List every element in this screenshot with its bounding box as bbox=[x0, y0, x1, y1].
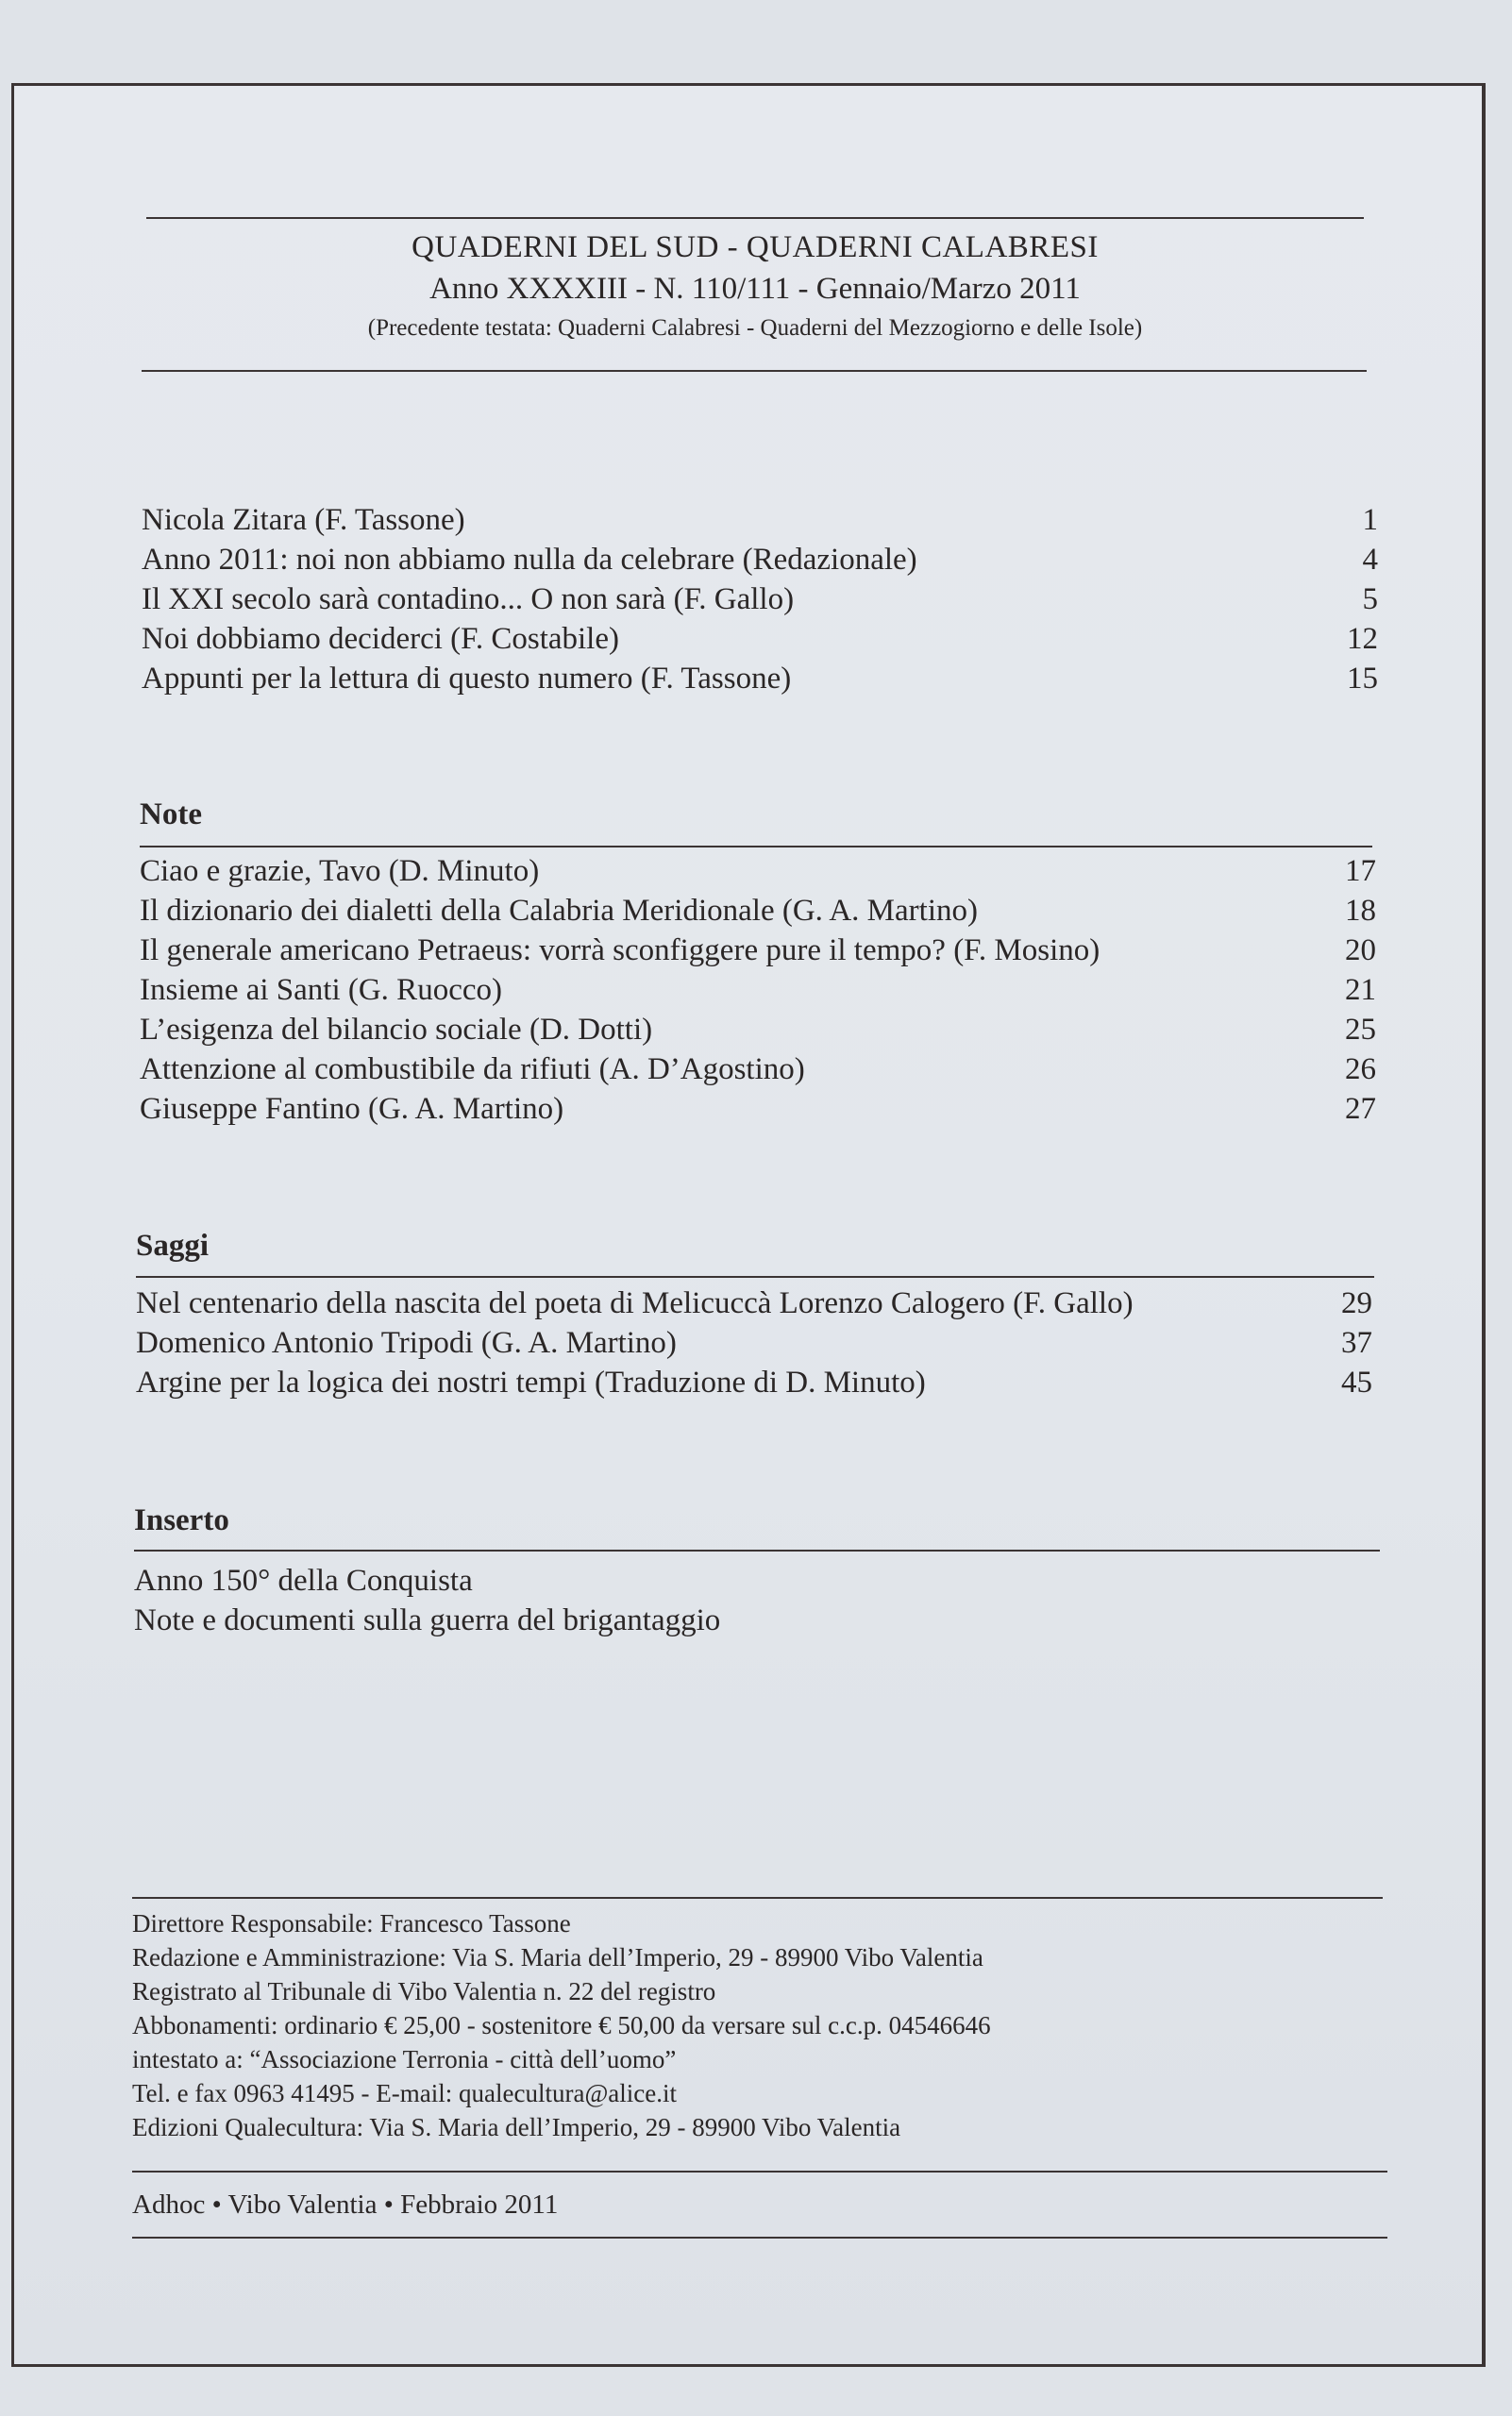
colophon-line: Edizioni Qualecultura: Via S. Maria dell’Imperio, 29 - 89900 Vibo Valentia bbox=[132, 2113, 901, 2141]
section-heading-saggi: Saggi bbox=[136, 1229, 210, 1263]
list-item: Il dizionario dei dialetti della Calabria Meridionale (G. A. Martino) 18 bbox=[140, 894, 1376, 928]
masthead bbox=[142, 226, 1369, 347]
masthead-top-rule bbox=[146, 217, 1364, 219]
section-rule-note bbox=[140, 846, 1372, 847]
note-list bbox=[140, 851, 1376, 1129]
colophon bbox=[132, 1906, 1369, 2144]
list-item: Nicola Zitara (F. Tassone) 1 bbox=[142, 503, 1378, 537]
journal-title: QUADERNI DEL SUD - QUADERNI CALABRESI bbox=[412, 230, 1099, 264]
colophon-line: Abbonamenti: ordinario € 25,00 - sostenitore € 50,00 da versare sul c.c.p. 04546646 bbox=[132, 2011, 991, 2039]
printer-imprint: Adhoc • Vibo Valentia • Febbraio 2011 bbox=[132, 2190, 559, 2220]
footer-top-rule bbox=[132, 1897, 1383, 1899]
section-rule-inserto bbox=[134, 1550, 1380, 1552]
inserto-line: Note e documenti sulla guerra del brigantaggio bbox=[134, 1603, 721, 1637]
footer-middle-rule bbox=[132, 2171, 1387, 2173]
list-item: Attenzione al combustibile da rifiuti (A. D’Agostino) 26 bbox=[140, 1052, 1376, 1086]
colophon-line: Registrato al Tribunale di Vibo Valentia n. 22 del registro bbox=[132, 1977, 716, 2005]
previous-title-line: (Precedente testata: Quaderni Calabresi - Quaderni del Mezzogiorno e delle Isole) bbox=[367, 315, 1143, 341]
masthead-bottom-rule bbox=[142, 370, 1367, 372]
footer-bottom-rule bbox=[132, 2237, 1387, 2239]
colophon-line: Redazione e Amministrazione: Via S. Maria dell’Imperio, 29 - 89900 Vibo Valentia bbox=[132, 1943, 983, 1971]
list-item: Giuseppe Fantino (G. A. Martino) 27 bbox=[140, 1092, 1376, 1126]
list-item: Nel centenario della nascita del poeta di Melicuccà Lorenzo Calogero (F. Gallo) 29 bbox=[136, 1286, 1372, 1320]
issue-line: Anno XXXXIII - N. 110/111 - Gennaio/Marzo 2011 bbox=[429, 272, 1081, 306]
colophon-line: Tel. e fax 0963 41495 - E-mail: qualecultura@alice.it bbox=[132, 2079, 678, 2107]
section-heading-inserto: Inserto bbox=[134, 1503, 229, 1537]
list-item: Argine per la logica dei nostri tempi (Traduzione di D. Minuto) 45 bbox=[136, 1366, 1372, 1400]
list-item: Anno 2011: noi non abbiamo nulla da celebrare (Redazionale) 4 bbox=[142, 543, 1378, 577]
colophon-line: intestato a: “Associazione Terronia - città dell’uomo” bbox=[132, 2045, 677, 2073]
section-heading-note: Note bbox=[140, 797, 202, 831]
list-item: Ciao e grazie, Tavo (D. Minuto) 17 bbox=[140, 854, 1376, 888]
list-item: Il generale americano Petraeus: vorrà sconfiggere pure il tempo? (F. Mosino) 20 bbox=[140, 933, 1376, 967]
list-item: Noi dobbiamo deciderci (F. Costabile) 12 bbox=[142, 622, 1378, 656]
intro-list bbox=[142, 500, 1378, 698]
list-item: Appunti per la lettura di questo numero (F. Tassone) 15 bbox=[142, 662, 1378, 696]
section-rule-saggi bbox=[136, 1276, 1374, 1278]
list-item: L’esigenza del bilancio sociale (D. Dotti) 25 bbox=[140, 1013, 1376, 1047]
colophon-line: Direttore Responsabile: Francesco Tassone bbox=[132, 1909, 571, 1938]
list-item: Il XXI secolo sarà contadino... O non sarà (F. Gallo) 5 bbox=[142, 582, 1378, 616]
list-item: Insieme ai Santi (G. Ruocco) 21 bbox=[140, 973, 1376, 1007]
inserto-block bbox=[134, 1561, 720, 1640]
inserto-line: Anno 150° della Conquista bbox=[134, 1564, 473, 1598]
list-item: Domenico Antonio Tripodi (G. A. Martino) 37 bbox=[136, 1326, 1372, 1360]
saggi-list bbox=[136, 1284, 1372, 1402]
